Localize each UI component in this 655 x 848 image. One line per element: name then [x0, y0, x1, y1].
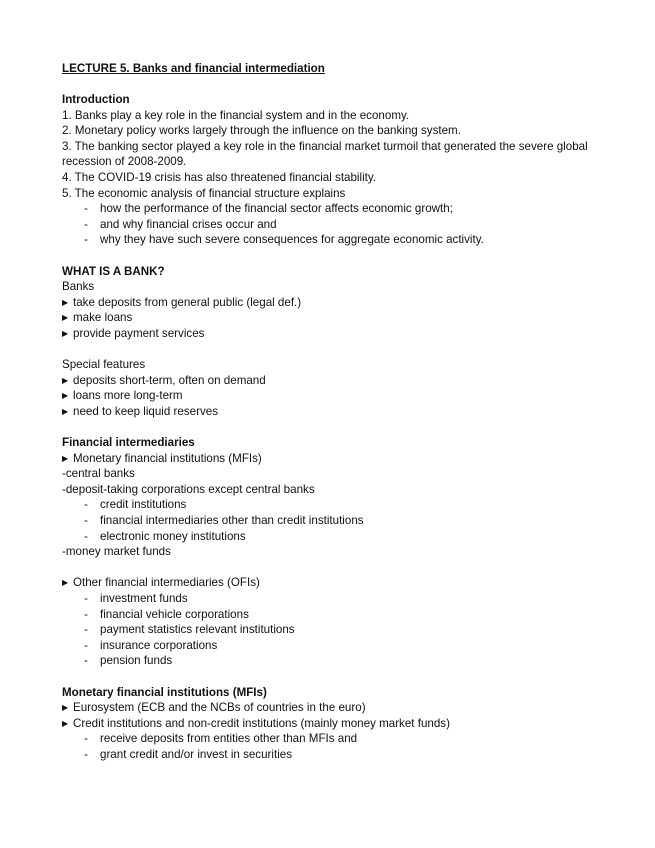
dash-marker: - [84, 592, 88, 605]
dash-item-text: pension funds [100, 654, 173, 668]
bullet-text: make loans [73, 311, 133, 325]
bullet-triangle-icon: ▶ [62, 578, 69, 588]
dash-marker: - [84, 202, 88, 216]
bullet-text: Monetary financial institutions (MFIs) [73, 451, 262, 465]
bullet-text: Other financial intermediaries (OFIs) [73, 576, 260, 590]
intro-item: 2. Monetary policy works largely through the influence on the banking system. [62, 124, 461, 138]
intro-item: 3. The banking sector played a key role in the financial market turmoil that generated the severe global recession of 2008-2009. [62, 139, 588, 169]
bullet-triangle-icon: ▶ [62, 406, 69, 416]
intro-item: 1. Banks play a key role in the financial system and in the economy. [62, 108, 410, 122]
bullet-item [62, 716, 622, 732]
dash-marker: - [84, 233, 88, 247]
dash-marker: - [84, 747, 88, 761]
dash-list-item [62, 513, 622, 529]
dash-list-item [62, 747, 622, 763]
dash-list-item [62, 232, 622, 248]
dash-item-text: how the performance of the financial sector affects economic growth; [100, 202, 453, 216]
dash-item-text: insurance corporations [100, 638, 218, 652]
bullet-text: deposits short-term, often on demand [73, 373, 266, 387]
bullet-triangle-icon: ▶ [62, 718, 69, 728]
bullet-item [62, 295, 622, 311]
dash-list-item [62, 731, 622, 747]
dash-list-item [62, 653, 622, 669]
dash-item-text: grant credit and/or invest in securities [100, 747, 293, 761]
dash-list-item [62, 607, 622, 623]
intro-item: 5. The economic analysis of financial structure explains [62, 186, 346, 200]
dash-item-text: financial intermediaries other than credit institutions [100, 514, 364, 528]
bullet-text: take deposits from general public (legal def.) [73, 295, 302, 309]
bullet-text: loans more long-term [73, 389, 183, 403]
dash-marker: - [84, 529, 88, 543]
intro-heading: Introduction [62, 93, 130, 106]
dash-item-text: receive deposits from entities other than MFIs and [100, 732, 358, 746]
dash-list-item [62, 529, 622, 545]
dash-marker: - [84, 498, 88, 512]
dash-list-item [62, 201, 622, 217]
bullet-item [62, 404, 622, 420]
dash-item-text: why they have such severe consequences for aggregate economic activity. [100, 233, 484, 247]
bullet-item [62, 388, 622, 404]
dash-item-text: payment statistics relevant institutions [100, 623, 295, 637]
bullet-triangle-icon: ▶ [62, 375, 69, 385]
dash-list-item [62, 591, 622, 607]
lecture-title: LECTURE 5. Banks and financial intermediation [62, 62, 325, 75]
bullet-triangle-icon: ▶ [62, 703, 69, 713]
dash-item-text: and why financial crises occur and [100, 217, 277, 231]
banks-label: Banks [62, 280, 95, 294]
fi-heading: Financial intermediaries [62, 436, 195, 450]
intro-item: 4. The COVID-19 crisis has also threatened financial stability. [62, 170, 377, 184]
dash-marker: - [84, 654, 88, 668]
dash-item-text: investment funds [100, 592, 188, 605]
bullet-item [62, 373, 622, 389]
bullet-triangle-icon: ▶ [62, 313, 69, 323]
bullet-item [62, 700, 622, 716]
bullet-text: provide payment services [73, 326, 205, 340]
dash-marker: - [84, 623, 88, 637]
bullet-text: need to keep liquid reserves [73, 404, 219, 418]
dash-marker: - [84, 514, 88, 528]
dash-marker: - [84, 638, 88, 652]
bank-heading: WHAT IS A BANK? [62, 264, 165, 278]
bullet-triangle-icon: ▶ [62, 297, 69, 307]
bullet-text: Eurosystem (ECB and the NCBs of countries in the euro) [73, 701, 366, 715]
money-market-funds-item: -money market funds [62, 545, 171, 559]
bullet-item [62, 575, 622, 591]
dash-list-item [62, 217, 622, 233]
dash-marker: - [84, 217, 88, 231]
central-banks-item: -central banks [62, 467, 135, 481]
bullet-item [62, 326, 622, 342]
special-features-label: Special features [62, 358, 146, 372]
dash-list-item [62, 638, 622, 654]
document-page [62, 61, 622, 763]
bullet-triangle-icon: ▶ [62, 391, 69, 401]
bullet-triangle-icon: ▶ [62, 328, 69, 338]
dash-marker: - [84, 732, 88, 746]
dash-list-item [62, 497, 622, 513]
mfi-heading: Monetary financial institutions (MFIs) [62, 685, 267, 699]
bullet-triangle-icon: ▶ [62, 453, 69, 463]
bullet-item [62, 451, 622, 467]
bullet-item [62, 310, 622, 326]
deposit-taking-item: -deposit-taking corporations except central banks [62, 482, 315, 496]
dash-marker: - [84, 607, 88, 621]
dash-item-text: financial vehicle corporations [100, 607, 249, 621]
bullet-text: Credit institutions and non-credit institutions (mainly money market funds) [73, 716, 450, 730]
dash-item-text: electronic money institutions [100, 529, 246, 543]
dash-list-item [62, 622, 622, 638]
dash-item-text: credit institutions [100, 498, 187, 512]
